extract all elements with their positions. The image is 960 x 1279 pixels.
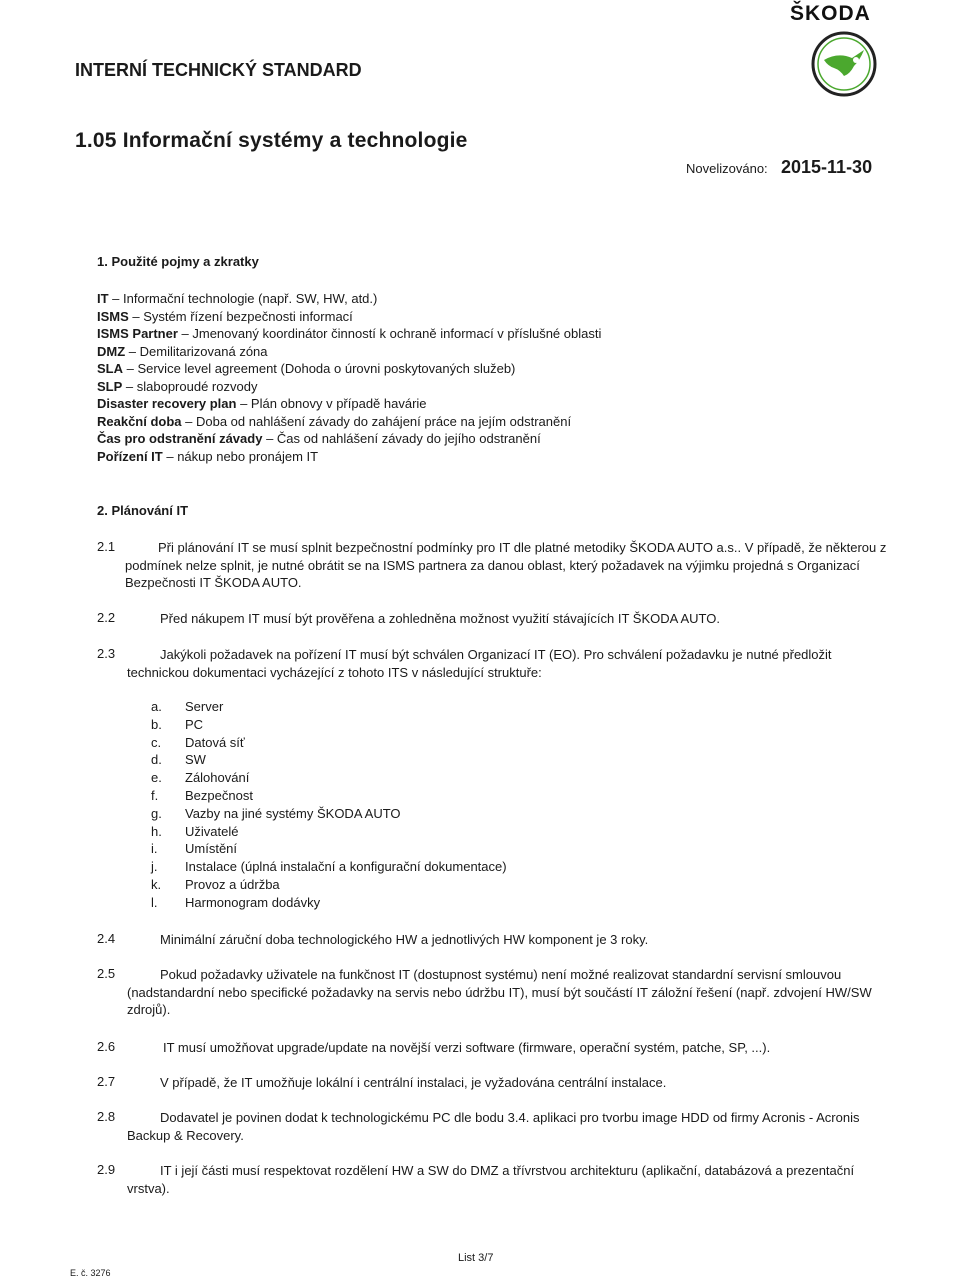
glossary-item	[97, 413, 601, 431]
structure-list	[151, 698, 507, 912]
document-subtitle: 1.05 Informační systémy a technologie	[75, 129, 468, 152]
glossary-term: Disaster recovery plan	[97, 396, 237, 411]
glossary-item	[97, 325, 601, 343]
glossary-item	[97, 290, 601, 308]
list-item: h. Uživatelé	[151, 823, 239, 839]
glossary	[97, 290, 601, 465]
glossary-def: – Jmenovaný koordinátor činností k ochraně informací v příslušné oblasti	[177, 326, 602, 341]
paragraph-number: 2.2	[97, 610, 116, 625]
list-item: e. Zálohování	[151, 770, 250, 786]
paragraph-2-4: Minimální záruční doba technologického HW a jednotlivých HW komponent je 3 roky.	[160, 932, 649, 947]
glossary-term: SLP	[97, 378, 123, 394]
list-item: c. Datová síť	[151, 734, 245, 750]
document-title: INTERNÍ TECHNICKÝ STANDARD	[75, 60, 362, 80]
list-item: b. PC	[151, 716, 204, 732]
document-number: E. č. 3276	[70, 1268, 111, 1278]
paragraph-2-9: IT i její části musí respektovat rozdělení HW a SW do DMZ a třívrstvou architekturu (aplikační, databázová a prezentační vrstva).	[127, 1163, 855, 1196]
list-item: g. Vazby na jiné systémy ŠKODA AUTO	[151, 805, 401, 821]
paragraph-number: 2.3	[97, 646, 116, 661]
glossary-def: – Demilitarizovaná zóna	[125, 343, 268, 359]
glossary-term: Reakční doba	[97, 413, 182, 429]
paragraph-2-3: Jakýkoli požadavek na pořízení IT musí být schválen Organizací IT (EO). Pro schválení požadavku je nutné předložit technickou dokumentaci vycházející z tohoto ITS v následující struktuře:	[127, 647, 832, 680]
glossary-term: IT	[97, 291, 109, 306]
glossary-def: – Informační technologie (např. SW, HW, atd.)	[108, 291, 378, 306]
glossary-item	[97, 448, 601, 466]
glossary-item	[97, 360, 601, 378]
glossary-term: ISMS Partner	[97, 326, 178, 341]
paragraph-number: 2.1	[97, 539, 116, 554]
paragraph-2-5: Pokud požadavky uživatele na funkčnost IT (dostupnost systému) není možné realizovat standardní servisní smlouvou (nadstandardní nebo specifické požadavky na servis nebo údržbu IT), musí být součástí IT záložní řešení (např. zdvojení HW/SW zdrojů).	[127, 967, 872, 1017]
brand-wordmark: ŠKODA	[790, 2, 871, 25]
list-item: a. Server	[151, 699, 224, 714]
page-number: List 3/7	[458, 1252, 494, 1264]
list-item: i. Umístění	[151, 841, 238, 857]
glossary-def: – Čas od nahlášení závady do jejího odstranění	[262, 431, 541, 446]
glossary-term: Čas pro odstranění závady	[97, 431, 263, 446]
paragraph-number: 2.4	[97, 931, 116, 946]
list-item: f. Bezpečnost	[151, 787, 253, 803]
glossary-def: – Systém řízení bezpečnosti informací	[128, 308, 353, 324]
paragraph-2-8: Dodavatel je povinen dodat k technologickému PC dle bodu 3.4. aplikaci pro tvorbu image HDD od firmy Acronis - Acronis Backup & Recovery.	[127, 1110, 860, 1143]
paragraph-number: 2.7	[97, 1074, 116, 1089]
section-1-heading: 1. Použité pojmy a zkratky	[97, 254, 259, 269]
glossary-def: – Service level agreement (Dohoda o úrovni poskytovaných služeb)	[123, 361, 516, 376]
list-item: l. Harmonogram dodávky	[151, 894, 321, 910]
glossary-item	[97, 430, 601, 448]
glossary-def: – nákup nebo pronájem IT	[162, 448, 319, 464]
glossary-item	[97, 395, 601, 413]
glossary-def: – Plán obnovy v případě havárie	[236, 396, 427, 411]
glossary-term: DMZ	[97, 343, 126, 359]
revised-label: Novelizováno:	[686, 161, 768, 176]
paragraph-2-7: V případě, že IT umožňuje lokální i centrální instalaci, je vyžadována centrální instalace.	[160, 1075, 667, 1090]
glossary-term: SLA	[97, 361, 123, 376]
list-item: d. SW	[151, 752, 206, 768]
paragraph-2-1: Při plánování IT se musí splnit bezpečnostní podmínky pro IT dle platné metodiky ŠKODA AUTO a.s.. V případě, že některou z podmínek nelze splnit, je nutné obrátit se na ISMS partnera za danou oblast, který požadavek na výjimku projedná s Organizací Bezpečnosti IT ŠKODA AUTO.	[125, 540, 887, 590]
glossary-item	[97, 378, 601, 396]
glossary-term: Pořízení IT	[97, 448, 163, 464]
paragraph-2-2: Před nákupem IT musí být prověřena a zohledněna možnost využití stávajících IT ŠKODA AUTO.	[160, 611, 720, 626]
glossary-item	[97, 308, 601, 326]
revised-date: 2015-11-30	[781, 157, 873, 177]
paragraph-number: 2.6	[97, 1039, 116, 1054]
list-item: j. Instalace (úplná instalační a konfigurační dokumentace)	[151, 859, 507, 875]
paragraph-number: 2.9	[97, 1162, 116, 1177]
section-2-heading: 2. Plánování IT	[97, 503, 189, 518]
glossary-def: – Doba od nahlášení závady do zahájení práce na jejím odstranění	[181, 413, 572, 429]
skoda-logo-icon	[810, 30, 878, 98]
list-item: k. Provoz a údržba	[151, 876, 280, 892]
paragraph-number: 2.5	[97, 966, 116, 981]
glossary-item	[97, 343, 601, 361]
paragraph-number: 2.8	[97, 1109, 116, 1124]
glossary-def: – slaboproudé rozvody	[122, 378, 258, 394]
glossary-term: ISMS	[97, 308, 129, 324]
paragraph-2-6: IT musí umožňovat upgrade/update na novější verzi software (firmware, operační systém, patche, SP, ...).	[163, 1040, 771, 1055]
